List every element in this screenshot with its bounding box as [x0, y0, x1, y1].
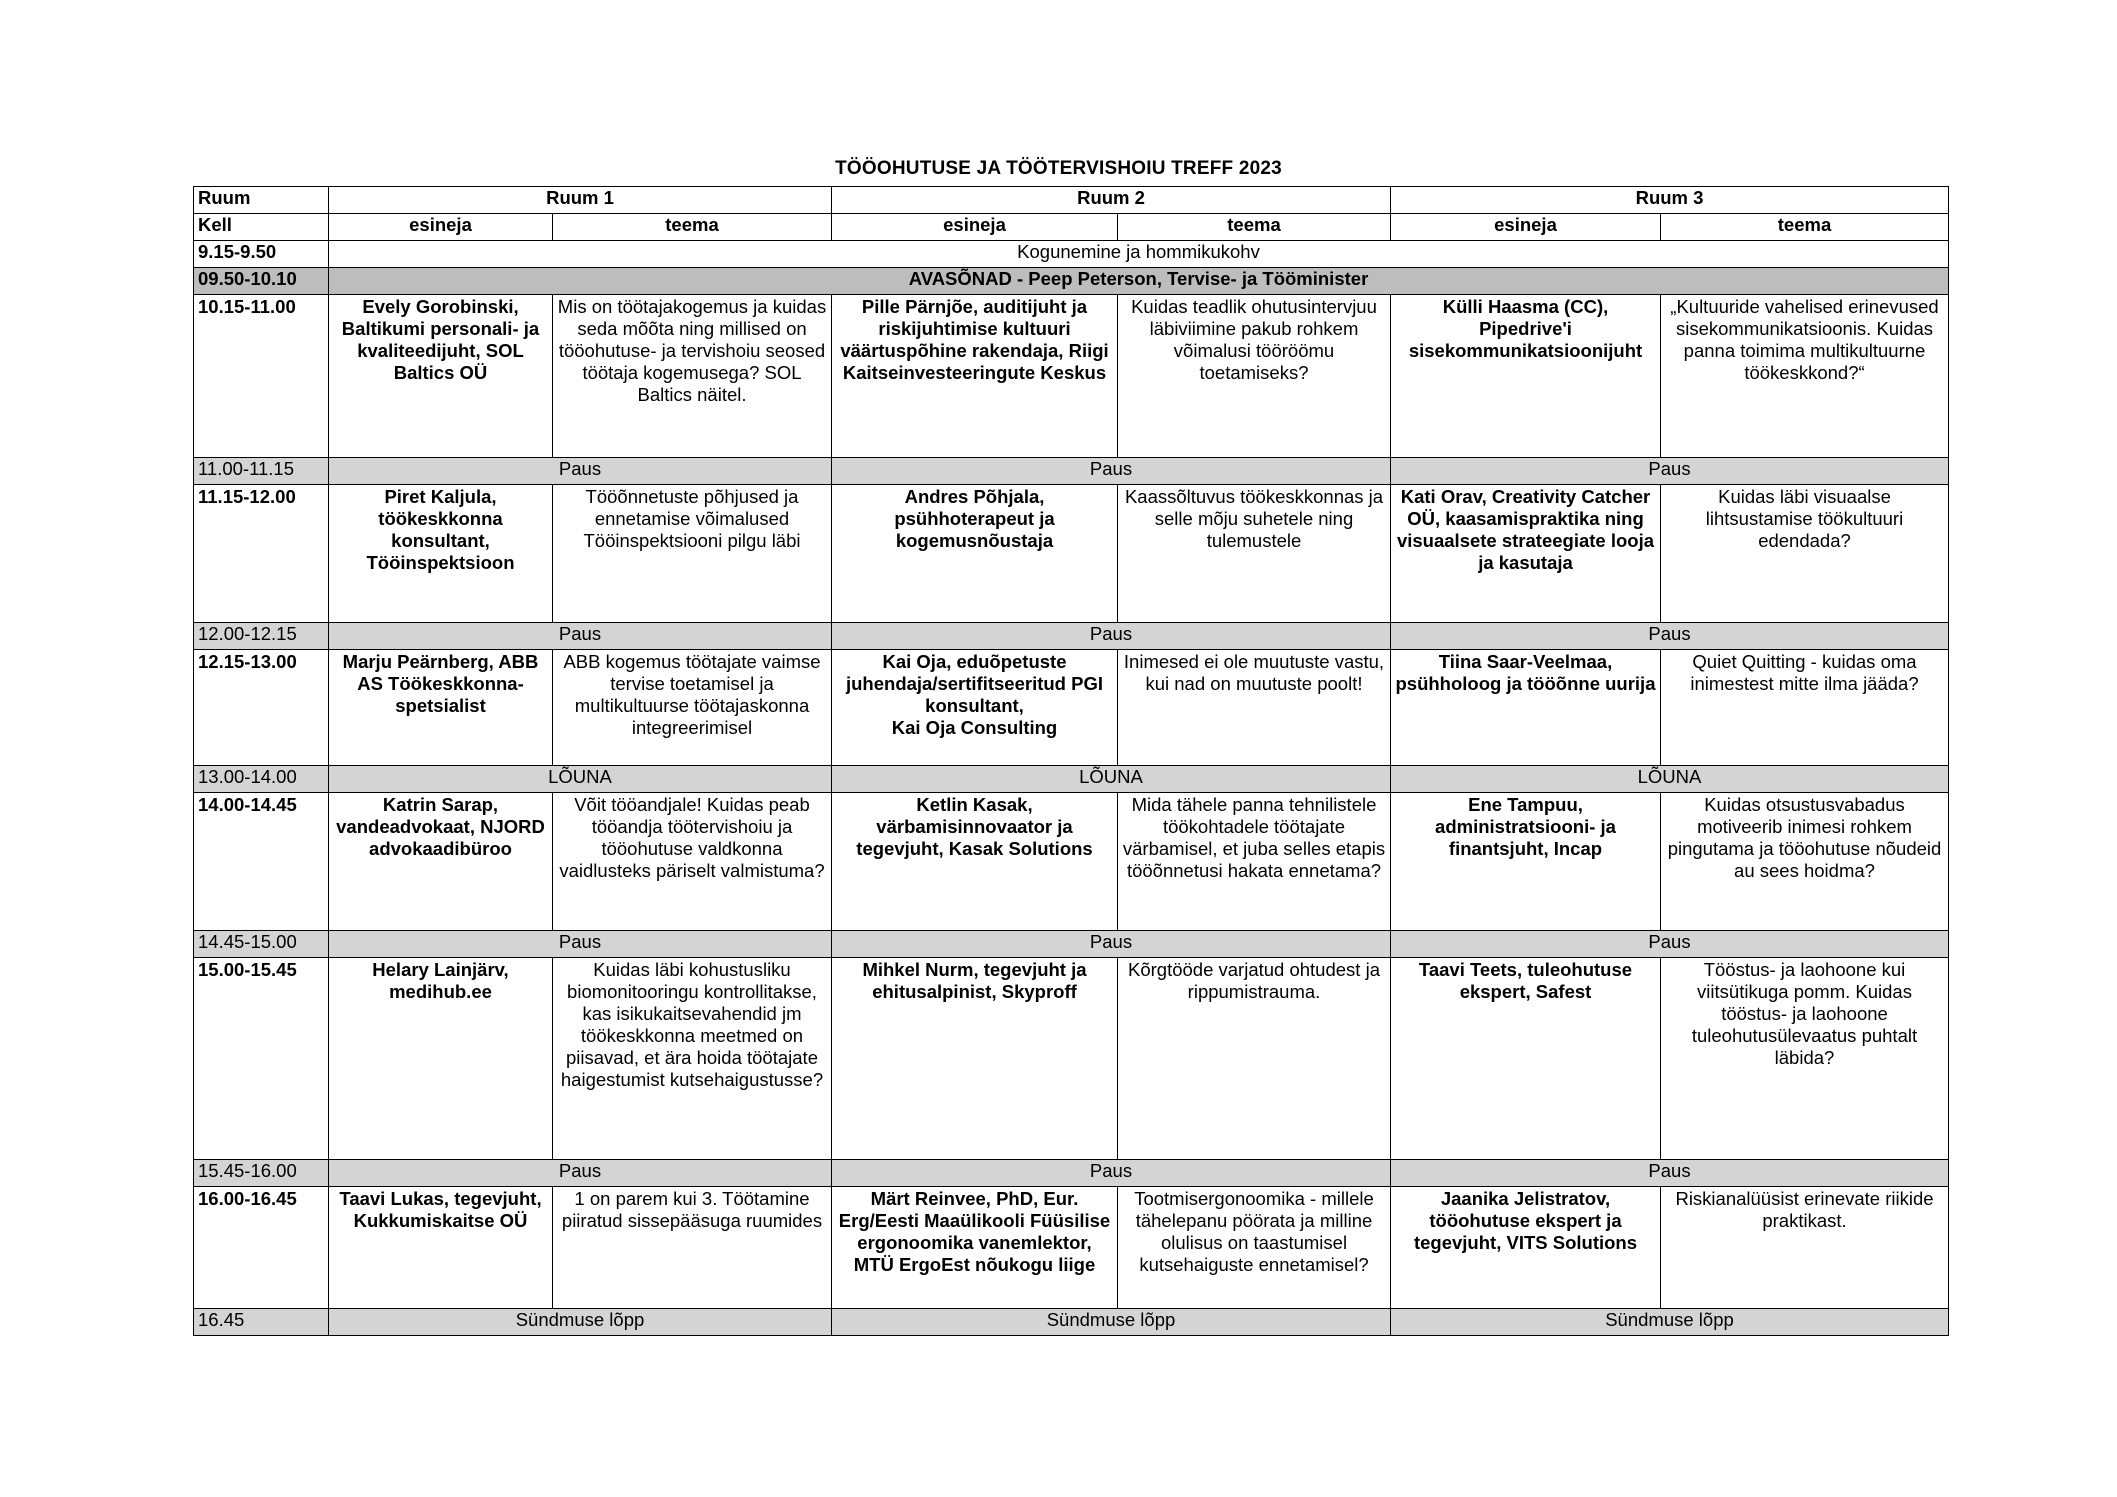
opening-row: [194, 268, 1949, 295]
speaker-cell: Andres Põhjala, psühhoterapeut ja kogemusnõustaja: [832, 485, 1118, 623]
time-cell: 16.45: [194, 1309, 329, 1336]
time-cell: 12.15-13.00: [194, 650, 329, 766]
session-row: [194, 650, 1949, 766]
topic-cell: Tootmisergonoomika - millele tähelepanu pöörata ja milline olulisus on taastumisel kutsehaiguste ennetamisel?: [1118, 1187, 1391, 1309]
end-label: Sündmuse lõpp: [832, 1309, 1391, 1336]
break-label: Paus: [1391, 1160, 1949, 1187]
schedule-table: [193, 186, 1949, 1336]
room-2-header: Ruum 2: [832, 187, 1391, 214]
topic-cell: 1 on parem kui 3. Töötamine piiratud sissepääsuga ruumides: [553, 1187, 832, 1309]
break-label: Paus: [832, 1160, 1391, 1187]
time-cell: 10.15-11.00: [194, 295, 329, 458]
topic-cell: Quiet Quitting - kuidas oma inimestest mitte ilma jääda?: [1661, 650, 1949, 766]
break-label: Paus: [329, 931, 832, 958]
break-row: [194, 931, 1949, 958]
speaker-cell: Külli Haasma (CC), Pipedrive'i sisekommunikatsioonijuht: [1391, 295, 1661, 458]
speaker-cell: Kati Orav, Creativity Catcher OÜ, kaasamispraktika ning visuaalsete strateegiate looja ja kasutaja: [1391, 485, 1661, 623]
time-cell: 09.50-10.10: [194, 268, 329, 295]
time-cell: 16.00-16.45: [194, 1187, 329, 1309]
session-row: [194, 1187, 1949, 1309]
room-3-header: Ruum 3: [1391, 187, 1949, 214]
time-cell: 11.15-12.00: [194, 485, 329, 623]
end-label: Sündmuse lõpp: [329, 1309, 832, 1336]
topic-cell: Kuidas läbi visuaalse lihtsustamise töökultuuri edendada?: [1661, 485, 1949, 623]
topic-cell: Kuidas läbi kohustusliku biomonitooringu kontrollitakse, kas isikukaitsevahendid jm töökeskkonna meetmed on piisavad, et ära hoida töötajate haigestumist kutsehaigustusse?: [553, 958, 832, 1160]
topic-cell: Riskianalüüsist erinevate riikide praktikast.: [1661, 1187, 1949, 1309]
speaker-cell: Taavi Lukas, tegevjuht, Kukkumiskaitse OÜ: [329, 1187, 553, 1309]
speaker-cell: Jaanika Jelistratov, tööohutuse ekspert ja tegevjuht, VITS Solutions: [1391, 1187, 1661, 1309]
kell-label: Kell: [194, 214, 329, 241]
break-row: [194, 623, 1949, 650]
speaker-cell: Marju Peärnberg, ABB AS Töökeskkonna-spetsialist: [329, 650, 553, 766]
speaker-cell: Katrin Sarap, vandeadvokaat, NJORD advokaadibüroo: [329, 793, 553, 931]
break-label: Paus: [329, 458, 832, 485]
topic-cell: Tööõnnetuste põhjused ja ennetamise võimalused Tööinspektsiooni pilgu läbi: [553, 485, 832, 623]
topic-cell: „Kultuuride vahelised erinevused sisekommunikatsioonis. Kuidas panna toimima multikultuurne töökeskkond?“: [1661, 295, 1949, 458]
break-label: Paus: [832, 623, 1391, 650]
speaker-cell: Piret Kaljula, töökeskkonna konsultant, Tööinspektsioon: [329, 485, 553, 623]
lunch-label: LÕUNA: [832, 766, 1391, 793]
topic-cell: Kaassõltuvus töökeskkonnas ja selle mõju suhetele ning tulemustele: [1118, 485, 1391, 623]
topic-cell: Mida tähele panna tehnilistele töökohtadele töötajate värbamisel, et juba selles etapis tööõnnetusi hakata ennetama?: [1118, 793, 1391, 931]
break-row: [194, 458, 1949, 485]
topic-cell: Kõrgtööde varjatud ohtudest ja rippumistrauma.: [1118, 958, 1391, 1160]
time-cell: 13.00-14.00: [194, 766, 329, 793]
break-label: Paus: [832, 458, 1391, 485]
end-row: [194, 1309, 1949, 1336]
speaker-cell: Kai Oja, eduõpetuste juhendaja/sertifitseeritud PGI konsultant, Kai Oja Consulting: [832, 650, 1118, 766]
speaker-cell: Ene Tampuu, administratsiooni- ja finantsjuht, Incap: [1391, 793, 1661, 931]
speaker-cell: Taavi Teets, tuleohutuse ekspert, Safest: [1391, 958, 1661, 1160]
room-1-header: Ruum 1: [329, 187, 832, 214]
topic-cell: Inimesed ei ole muutuste vastu, kui nad on muutuste poolt!: [1118, 650, 1391, 766]
column-header-row: [194, 214, 1949, 241]
speaker-cell: Mihkel Nurm, tegevjuht ja ehitusalpinist, Skyproff: [832, 958, 1118, 1160]
page-title: TÖÖOHUTUSE JA TÖÖTERVISHOIU TREFF 2023: [835, 158, 1282, 179]
break-label: Paus: [329, 623, 832, 650]
break-label: Paus: [1391, 623, 1949, 650]
teema-header: teema: [1118, 214, 1391, 241]
session-row: [194, 793, 1949, 931]
break-row: [194, 1160, 1949, 1187]
speaker-cell: Tiina Saar-Veelmaa, psühholoog ja tööõnne uurija: [1391, 650, 1661, 766]
break-label: Paus: [832, 931, 1391, 958]
topic-cell: Mis on töötajakogemus ja kuidas seda mõõta ning millised on tööohutuse- ja tervishoiu seosed töötaja kogemusega? SOL Baltics näitel.: [553, 295, 832, 458]
speaker-cell: Märt Reinvee, PhD, Eur. Erg/Eesti Maaülikooli Füüsilise ergonoomika vanemlektor, MTÜ ErgoEst nõukogu liige: [832, 1187, 1118, 1309]
session-row: [194, 295, 1949, 458]
room-header-row: [194, 187, 1949, 214]
topic-cell: Kuidas otsustusvabadus motiveerib inimesi rohkem pingutama ja tööohutuse nõudeid au sees hoidma?: [1661, 793, 1949, 931]
speaker-cell: Pille Pärnjõe, auditijuht ja riskijuhtimise kultuuri väärtuspõhine rakendaja, Riigi Kaitseinvesteeringute Keskus: [832, 295, 1118, 458]
topic-cell: Võit tööandjale! Kuidas peab tööandja töötervishoiu ja tööohutuse valdkonna vaidlusteks päriselt valmistuma?: [553, 793, 832, 931]
lunch-row: [194, 766, 1949, 793]
time-cell: 9.15-9.50: [194, 241, 329, 268]
time-cell: 14.00-14.45: [194, 793, 329, 931]
speaker-cell: Ketlin Kasak, värbamisinnovaator ja tegevjuht, Kasak Solutions: [832, 793, 1118, 931]
esineja-header: esineja: [1391, 214, 1661, 241]
ruum-label: Ruum: [194, 187, 329, 214]
time-cell: 15.00-15.45: [194, 958, 329, 1160]
teema-header: teema: [1661, 214, 1949, 241]
session-row: [194, 485, 1949, 623]
time-cell: 11.00-11.15: [194, 458, 329, 485]
speaker-cell: Helary Lainjärv, medihub.ee: [329, 958, 553, 1160]
break-label: Paus: [329, 1160, 832, 1187]
break-label: Paus: [1391, 458, 1949, 485]
gathering-text: Kogunemine ja hommikukohv: [329, 241, 1949, 268]
time-cell: 14.45-15.00: [194, 931, 329, 958]
speaker-cell: Evely Gorobinski, Baltikumi personali- ja kvaliteedijuht, SOL Baltics OÜ: [329, 295, 553, 458]
opening-text: AVASÕNAD - Peep Peterson, Tervise- ja Tööminister: [329, 268, 1949, 295]
teema-header: teema: [553, 214, 832, 241]
topic-cell: Kuidas teadlik ohutusintervjuu läbiviimine pakub rohkem võimalusi tööröömu toetamiseks?: [1118, 295, 1391, 458]
time-cell: 15.45-16.00: [194, 1160, 329, 1187]
esineja-header: esineja: [832, 214, 1118, 241]
break-label: Paus: [1391, 931, 1949, 958]
esineja-header: esineja: [329, 214, 553, 241]
topic-cell: Tööstus- ja laohoone kui viitsütikuga pomm. Kuidas tööstus- ja laohoone tuleohutusülevaatus puhtalt läbida?: [1661, 958, 1949, 1160]
end-label: Sündmuse lõpp: [1391, 1309, 1949, 1336]
time-cell: 12.00-12.15: [194, 623, 329, 650]
gathering-row: [194, 241, 1949, 268]
lunch-label: LÕUNA: [329, 766, 832, 793]
lunch-label: LÕUNA: [1391, 766, 1949, 793]
session-row: [194, 958, 1949, 1160]
topic-cell: ABB kogemus töötajate vaimse tervise toetamisel ja multikultuurse töötajaskonna integreerimisel: [553, 650, 832, 766]
